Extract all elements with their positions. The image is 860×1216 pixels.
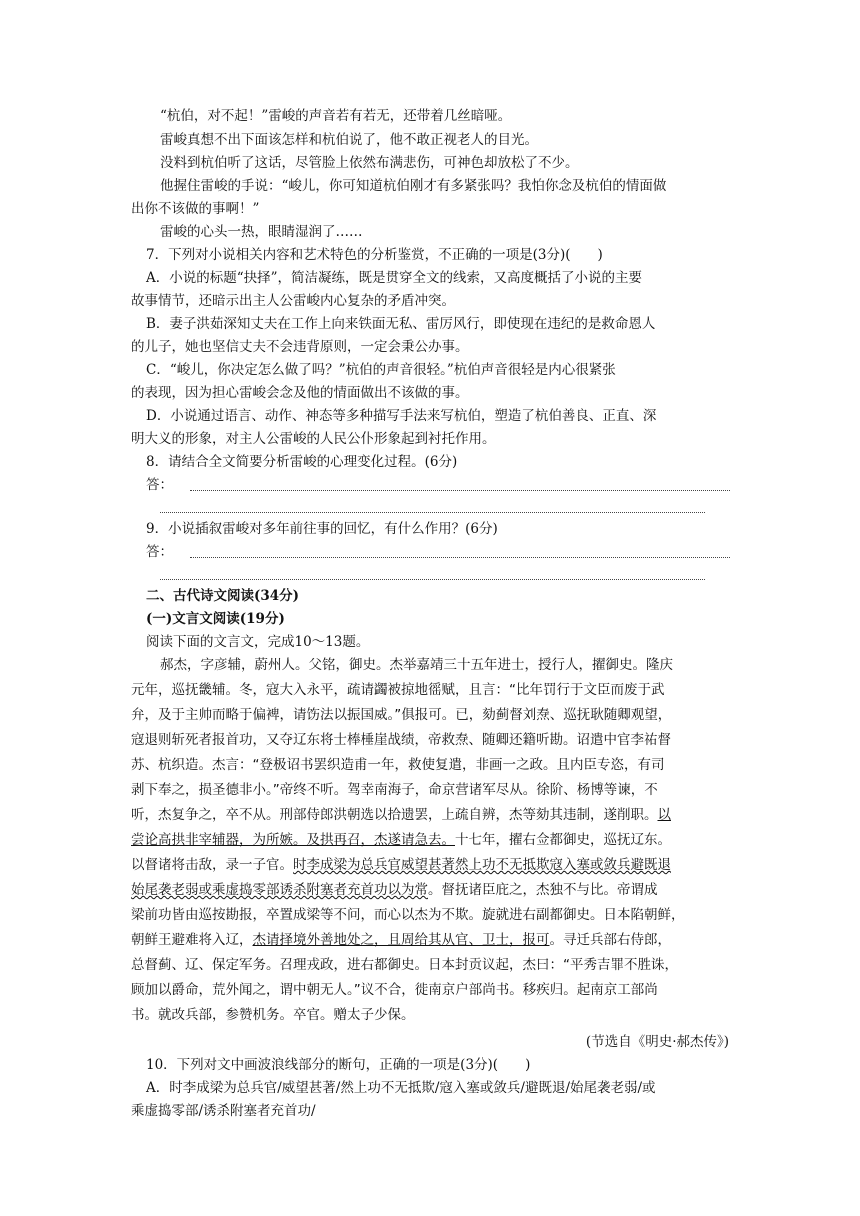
q9-answer-line-2[interactable] [160,579,705,580]
classical-line-3: 弁，及于主帅而略于偏裨，请饬法以振国威。”俱报可。已，劾蓟督刘焘、巡抚耿随卿观望， [131,707,672,723]
classical-line-6: 剥下奉之，损圣德非小。”帝终不听。驾幸南海子，命京营诸军尽从。徐阶、杨博等谏，不 [131,782,658,798]
q10-option-a-cont: 乘虚捣零部/诱杀附塞者充首功/ [131,1103,316,1119]
classical-line-10 [131,880,658,900]
classical-line-7 [131,805,671,825]
q9-answer-line-1[interactable] [190,557,730,558]
classical-line-5: 苏、杭织造。杰言：“登极诏书罢织造甫一年，救使复遣，非画一之政。且内臣专恣，有司 [131,757,665,773]
q7-option-b: B．妻子洪茹深知丈夫在工作上向来铁面无私、雷厉风行，即使现在违纪的是救命恩人 [146,316,656,332]
q10-stem: 10．下列对文中画波浪线部分的断句，正确的一项是(3分)( ) [146,1057,531,1073]
story-para-2: 雷峻真想不出下面该怎样和杭伯说了，他不敢正视老人的目光。 [160,132,538,148]
story-para-3: 没料到杭伯听了这话，尽管脸上依然布满悲伤，可神色却放松了不少。 [160,155,579,171]
q9-answer-label: 答： [146,544,173,560]
classical-line-15: 书。就改兵部，参赞机务。卒官。赠太子少保。 [131,1007,415,1023]
story-para-1: “杭伯，对不起！”雷峻的声音若有若无，还带着几丝暗哑。 [160,108,512,124]
section-title: 二、古代诗文阅读(34分) [146,588,300,604]
underlined-sentence-2: 杰请择境外善地处之，且周给其从官、卫士，报可 [252,932,550,948]
classical-line-14: 顾加以爵命，荒外闻之，谓中朝无人。”议不合，徙南京户部尚书。移疾归。起南京工部尚 [131,982,658,998]
classical-line-13: 总督蓟、辽、保定军务。召理戎政，进右都御史。日本封贡议起，杰曰：“平秀吉罪不胜诛， [131,957,678,973]
story-para-5: 雷峻的心头一热，眼睛湿润了…… [160,224,363,240]
q7-option-a: A．小说的标题“抉择”，简洁凝练，既是贯穿全文的线索，又高度概括了小说的主要 [146,270,643,286]
q8-stem: 8．请结合全文简要分析雷峻的心理变化过程。(6分) [146,454,458,470]
q10-option-a: A．时李成梁为总兵官/威望甚著/然上功不无抵欺/寇入塞或敛兵/避既退/始尾袭老弱/或 [146,1080,656,1096]
story-para-4: 他握住雷峻的手说：“峻儿，你可知道杭伯刚才有多紧张吗？我怕你念及杭伯的情面做 [160,178,667,194]
classical-line-2: 元年，巡抚畿辅。冬，寇大入永平，疏请蠲被掠地徭赋，且言：“比年罚行于文臣而废于武 [131,682,665,698]
classical-line-12-tail: 。寻迁兵部右侍郎， [549,932,671,948]
classical-line-1: 郝杰，字彦辅，蔚州人。父铭，御史。杰举嘉靖三十五年进士，授行人，擢御史。隆庆 [160,657,673,673]
classical-line-9 [131,855,671,875]
q7-stem: 7．下列对小说相关内容和艺术特色的分析鉴赏，不正确的一项是(3分)( ) [146,247,603,263]
classical-line-12-text: 朝鲜王避难将入辽， [131,932,253,948]
story-para-4-cont: 出你不该做的事啊！” [131,201,260,217]
q8-answer-label: 答： [146,477,173,493]
classical-line-8-text: 十七年，擢右佥都御史，巡抚辽东。 [455,832,671,848]
source-citation: (节选自《明史·郝杰传》) [585,1034,729,1050]
classical-line-7-text: 听，杰复争之，卒不从。刑部侍郎洪朝选以拾遗罢，上疏自辨，杰等劾其违制，遂削职。 [131,807,658,823]
classical-line-8 [131,830,671,850]
reading-instruction: 阅读下面的文言文，完成10～13题。 [146,634,370,650]
q9-stem: 9．小说插叙雷峻对多年前往事的回忆，有什么作用？(6分) [146,521,498,537]
q7-option-c-cont: 的表现，因为担心雷峻会念及他的情面做出不该做的事。 [131,385,469,401]
q8-answer-line-1[interactable] [190,490,730,491]
q7-option-a-cont: 故事情节，还暗示出主人公雷峻内心复杂的矛盾冲突。 [131,293,455,309]
underlined-sentence-1: 尝论高拱非宰辅器，为所嫉。及拱再召，杰遂请急去。 [131,832,455,848]
wavy-underlined-passage: 时李成梁为总兵官威望甚著然上功不无抵欺寇入塞或敛兵避既退 [293,857,671,873]
q8-answer-line-2[interactable] [160,512,705,513]
classical-line-4: 寇退则斩死者报首功，又夺辽东将士棒棰崖战绩，帝救焘、随卿还籍听勘。诏遣中官李祐督 [131,732,671,748]
wavy-underlined-passage-cont: 始尾袭老弱或乘虚捣零部诱杀附塞者充首功以为常 [131,882,428,898]
classical-line-9-text: 以督诸将击敌，录一子官。 [131,857,293,873]
underlined-sentence-start: 以 [657,807,671,823]
q7-option-d-cont: 明大义的形象，对主人公雷峻的人民公仆形象起到衬托作用。 [131,431,496,447]
classical-line-11: 梁前功皆由巡按勘报，卒置成梁等不问，而心以杰为不欺。旋就进右副都御史。日本陷朝鲜， [131,907,685,923]
classical-line-12 [131,930,671,950]
classical-line-10-text: 。督抚诸臣庇之，杰独不与比。帝谓成 [428,882,658,898]
q7-option-b-cont: 的儿子，她也坚信丈夫不会违背原则，一定会秉公办事。 [131,339,469,355]
q7-option-d: D．小说通过语言、动作、神态等多种描写手法来写杭伯，塑造了杭伯善良、正直、深 [146,408,657,424]
q7-option-c: C．“峻儿，你决定怎么做了吗？”杭伯的声音很轻。”杭伯声音很轻是内心很紧张 [146,362,616,378]
subsection-title: (一)文言文阅读(19分) [146,611,285,627]
